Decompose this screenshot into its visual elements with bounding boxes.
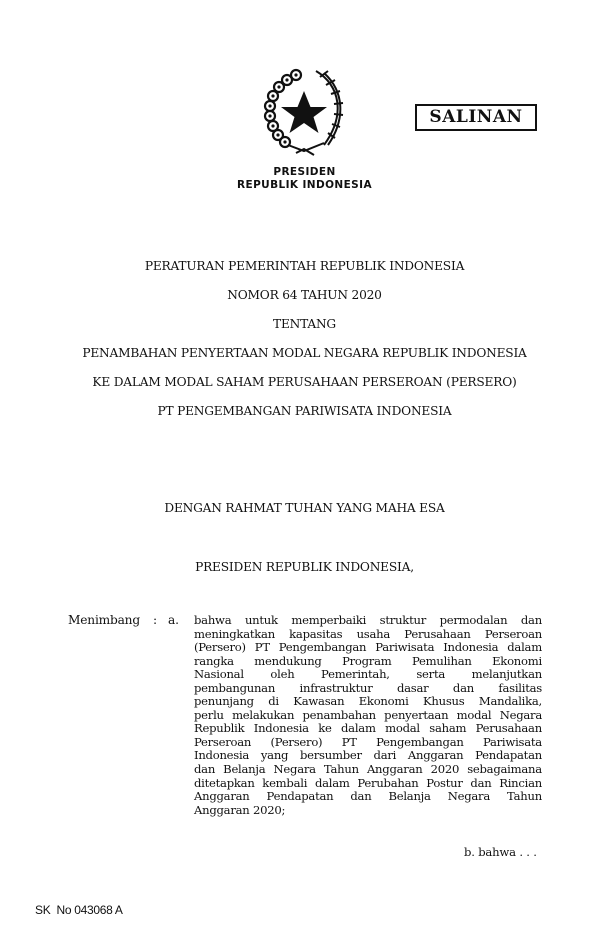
word: Tahun — [507, 789, 542, 804]
word: Kawasan — [293, 694, 345, 709]
word: Pengembangan — [376, 734, 464, 749]
word: Mandalika, — [478, 694, 542, 709]
invocation: DENGAN RAHMAT TUHAN YANG MAHA ESA — [164, 501, 445, 515]
word: dalam — [341, 721, 376, 736]
word: dan — [350, 789, 372, 804]
authority: PRESIDEN REPUBLIK INDONESIA, — [195, 560, 414, 574]
word: (Persero) — [194, 640, 246, 655]
text-line — [194, 777, 542, 791]
text-line — [194, 749, 542, 763]
word: Negara — [499, 707, 542, 722]
word: dan — [520, 613, 542, 627]
word: Anggaran — [366, 762, 423, 777]
word: Perusahaan — [404, 626, 471, 641]
word: perlu — [194, 707, 224, 722]
regulation-subject-line1: PENAMBAHAN PENYERTAAN MODAL NEGARA REPUBLIK INDONESIA — [82, 346, 527, 360]
word: penunjang — [194, 694, 254, 709]
word: Pendapatan — [266, 789, 334, 804]
word: Perseroan — [194, 734, 252, 749]
word: pembangunan — [194, 680, 276, 695]
word: kapasitas — [289, 626, 343, 641]
word: Ekonomi — [492, 653, 542, 668]
word: oleh — [270, 667, 295, 682]
word: memperbaiki — [291, 613, 367, 627]
text-line — [194, 614, 542, 628]
word: serta — [416, 667, 446, 682]
word: Perseroan — [484, 626, 542, 641]
word: penyertaan — [384, 707, 449, 722]
text-line — [194, 804, 542, 818]
word: kembali — [262, 775, 308, 790]
word: dasar — [396, 680, 429, 695]
word: Pariwisata — [482, 734, 542, 749]
word: dan — [452, 680, 474, 695]
text-line — [194, 709, 542, 723]
word: Pendapatan — [475, 748, 542, 763]
word: ke — [318, 721, 332, 736]
institution-line1: PRESIDEN — [273, 166, 336, 178]
word: Rincian — [499, 775, 542, 790]
word: dari — [373, 748, 397, 763]
regulation-number: NOMOR 64 TAHUN 2020 — [227, 288, 382, 302]
word: Perusahaan — [475, 721, 542, 736]
word: fasilitas — [498, 680, 542, 695]
word: Republik — [194, 721, 245, 736]
word: infrastruktur — [299, 680, 373, 695]
word: Indonesia — [253, 721, 309, 736]
regulation-type: PERATURAN PEMERINTAH REPUBLIK INDONESIA — [144, 259, 465, 273]
word: bahwa — [194, 613, 232, 627]
considering-colon: : — [153, 613, 157, 627]
word: 2020 — [430, 762, 460, 777]
text-line — [194, 790, 542, 804]
text-line — [194, 641, 542, 655]
word: Tahun — [323, 762, 359, 777]
word: dan — [470, 775, 492, 790]
word: Pengembangan — [278, 640, 367, 655]
word: (Persero) — [270, 734, 323, 749]
word: Negara — [447, 789, 491, 804]
word: penambahan — [302, 707, 376, 722]
salinan-stamp: SALINAN — [415, 104, 537, 131]
item-marker-a: a. — [168, 613, 179, 627]
text-line — [194, 655, 542, 669]
word: Pemerintah, — [321, 667, 390, 682]
word: Indonesia — [194, 748, 250, 763]
text-line — [194, 628, 542, 642]
word: usaha — [356, 626, 391, 641]
word: Program — [342, 653, 392, 668]
word: dan — [194, 762, 216, 777]
text-line — [194, 682, 542, 696]
word: meningkatkan — [194, 626, 275, 641]
word: modal — [385, 721, 420, 736]
word: struktur — [379, 613, 426, 627]
word: Anggaran — [194, 789, 250, 804]
word: sebagaimana — [467, 762, 542, 777]
word: Indonesia — [443, 640, 499, 655]
word: Pemulihan — [411, 653, 472, 668]
considering-label: Menimbang — [68, 613, 140, 627]
word: dalam — [507, 640, 542, 655]
word: Khusus — [422, 694, 465, 709]
word: permodalan — [439, 613, 508, 627]
word: bersumber — [299, 748, 362, 763]
word: dalam — [314, 775, 350, 790]
regulation-subject-line2: KE DALAM MODAL SAHAM PERUSAHAAN PERSEROAN (PERSERO) — [92, 375, 517, 389]
considering-item-a — [194, 614, 542, 817]
word: melakukan — [232, 707, 295, 722]
word: Postur — [426, 775, 463, 790]
word: PT — [254, 640, 270, 655]
text-line — [194, 736, 542, 750]
word: Pariwisata — [375, 640, 435, 655]
word: Anggaran — [407, 748, 464, 763]
regulation-about: TENTANG — [273, 317, 336, 331]
word: rangka — [194, 653, 234, 668]
garuda-star-wreath-icon — [254, 63, 354, 163]
word: yang — [260, 748, 289, 763]
word: Nasional — [194, 667, 244, 682]
text-line — [194, 763, 542, 777]
word: saham — [429, 721, 467, 736]
text-line — [194, 695, 542, 709]
line-14: Anggaran 2020; — [194, 802, 286, 817]
word: Belanja — [223, 762, 266, 777]
word: mendukung — [254, 653, 322, 668]
word: ditetapkan — [194, 775, 255, 790]
word: Ekonomi — [358, 694, 409, 709]
word: untuk — [244, 613, 278, 627]
word: Perubahan — [357, 775, 419, 790]
word: melanjutkan — [471, 667, 542, 682]
regulation-subject-line3: PT PENGEMBANGAN PARIWISATA INDONESIA — [157, 404, 452, 418]
word: modal — [456, 707, 492, 722]
text-line — [194, 722, 542, 736]
text-line — [194, 668, 542, 682]
word: Negara — [273, 762, 316, 777]
word: Belanja — [388, 789, 431, 804]
institution-line2: REPUBLIK INDONESIA — [237, 179, 372, 191]
word: di — [268, 694, 279, 709]
word: PT — [341, 734, 357, 749]
serial-number: SK No 043068 A — [35, 903, 123, 917]
continuation-marker: b. bahwa . . . — [464, 845, 537, 859]
